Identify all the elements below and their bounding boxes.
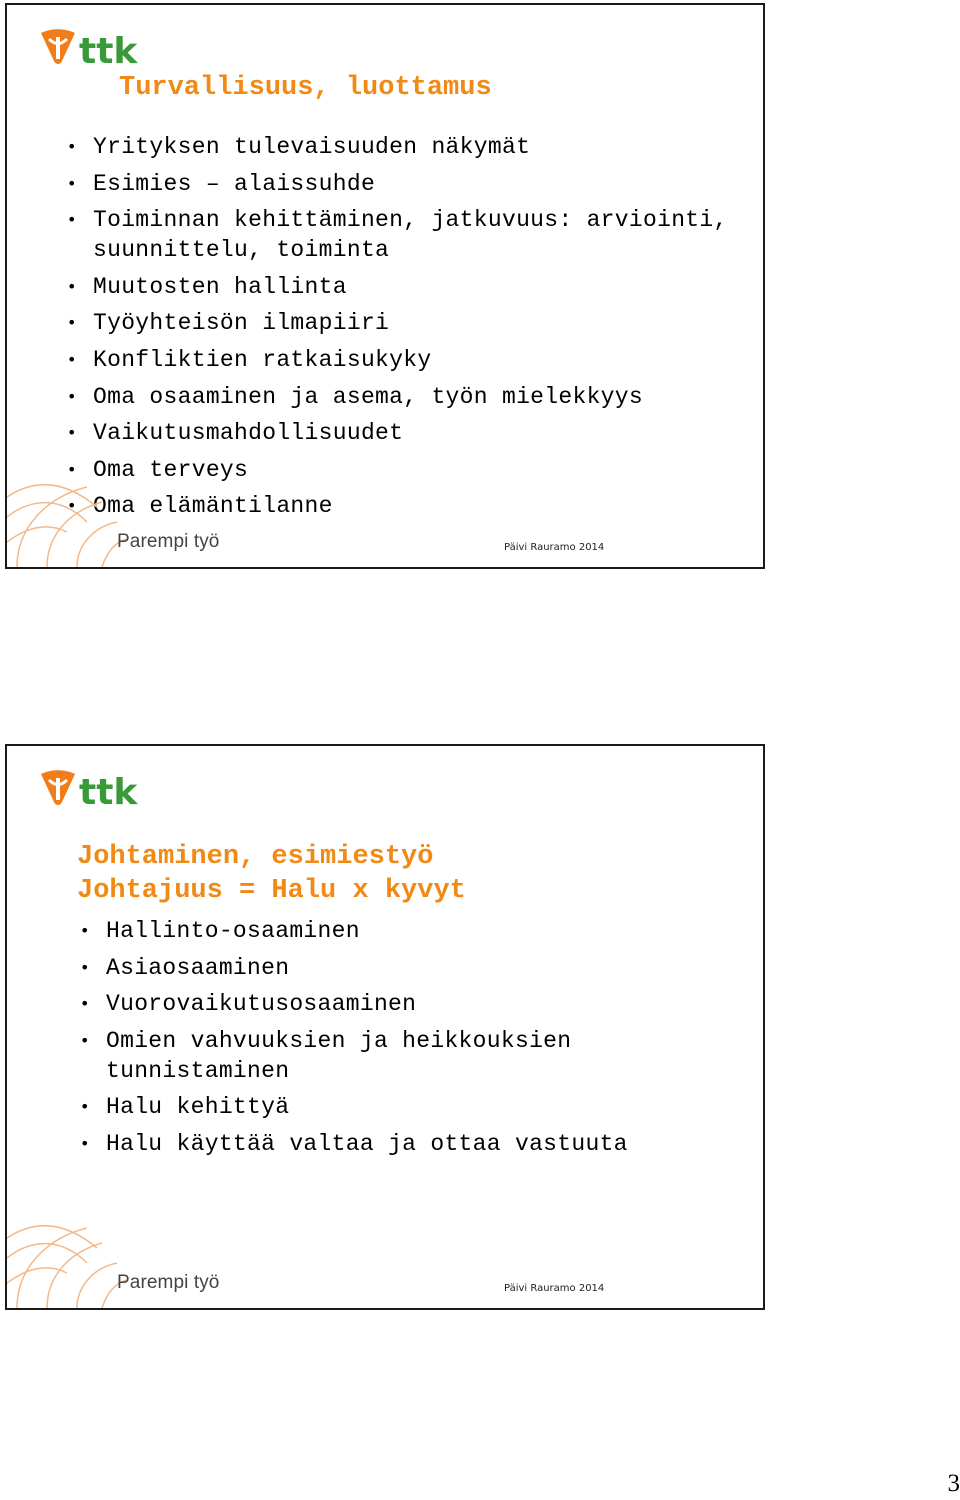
bullet-list [80,916,760,1166]
slide-titles [77,840,466,908]
slide-footer: Päivi Rauramo 2014 [504,542,605,553]
slide-title: Johtaminen, esimiestyö [77,842,434,872]
brand-label: Parempi työ [117,531,220,552]
list-item: • Toiminnan kehittäminen, jatkuvuus: arviointi, suunnittelu, toiminta [67,205,747,265]
list-item: • Oma terveys [67,455,747,485]
page-number: 3 [947,1470,960,1497]
slide-subtitle: Johtajuus = Halu x kyvyt [77,876,466,906]
slide-1 [5,3,765,569]
list-item: • Vuorovaikutusosaaminen [80,989,760,1019]
list-item: • Asiaosaaminen [80,953,760,983]
list-item: • Esimies – alaissuhde [67,169,747,199]
list-item: • Konfliktien ratkaisukyky [67,345,747,375]
list-item: • Oma elämäntilanne [67,491,747,521]
list-item: • Muutosten hallinta [67,272,747,302]
decorative-arcs-icon [7,467,127,567]
brand-label: Parempi työ [117,1272,220,1293]
list-item: • Oma osaaminen ja asema, työn mielekkyys [67,382,747,412]
decorative-arcs-icon [7,1208,127,1308]
slide-footer: Päivi Rauramo 2014 [504,1283,605,1294]
list-item: • Omien vahvuuksien ja heikkouksien tunnistaminen [80,1026,760,1086]
bullet-list [67,132,747,528]
slide-2 [5,744,765,1310]
list-item: • Halu käyttää valtaa ja ottaa vastuuta [80,1129,760,1159]
list-item: • Yrityksen tulevaisuuden näkymät [67,132,747,162]
ttk-logo [37,27,149,73]
list-item: • Hallinto-osaaminen [80,916,760,946]
slide-title: Turvallisuus, luottamus [119,73,492,103]
svg-text:ttk: ttk [79,31,138,72]
list-item: • Halu kehittyä [80,1092,760,1122]
svg-text:ttk: ttk [79,772,138,813]
list-item: • Työyhteisön ilmapiiri [67,308,747,338]
list-item: • Vaikutusmahdollisuudet [67,418,747,448]
ttk-logo [37,768,149,814]
